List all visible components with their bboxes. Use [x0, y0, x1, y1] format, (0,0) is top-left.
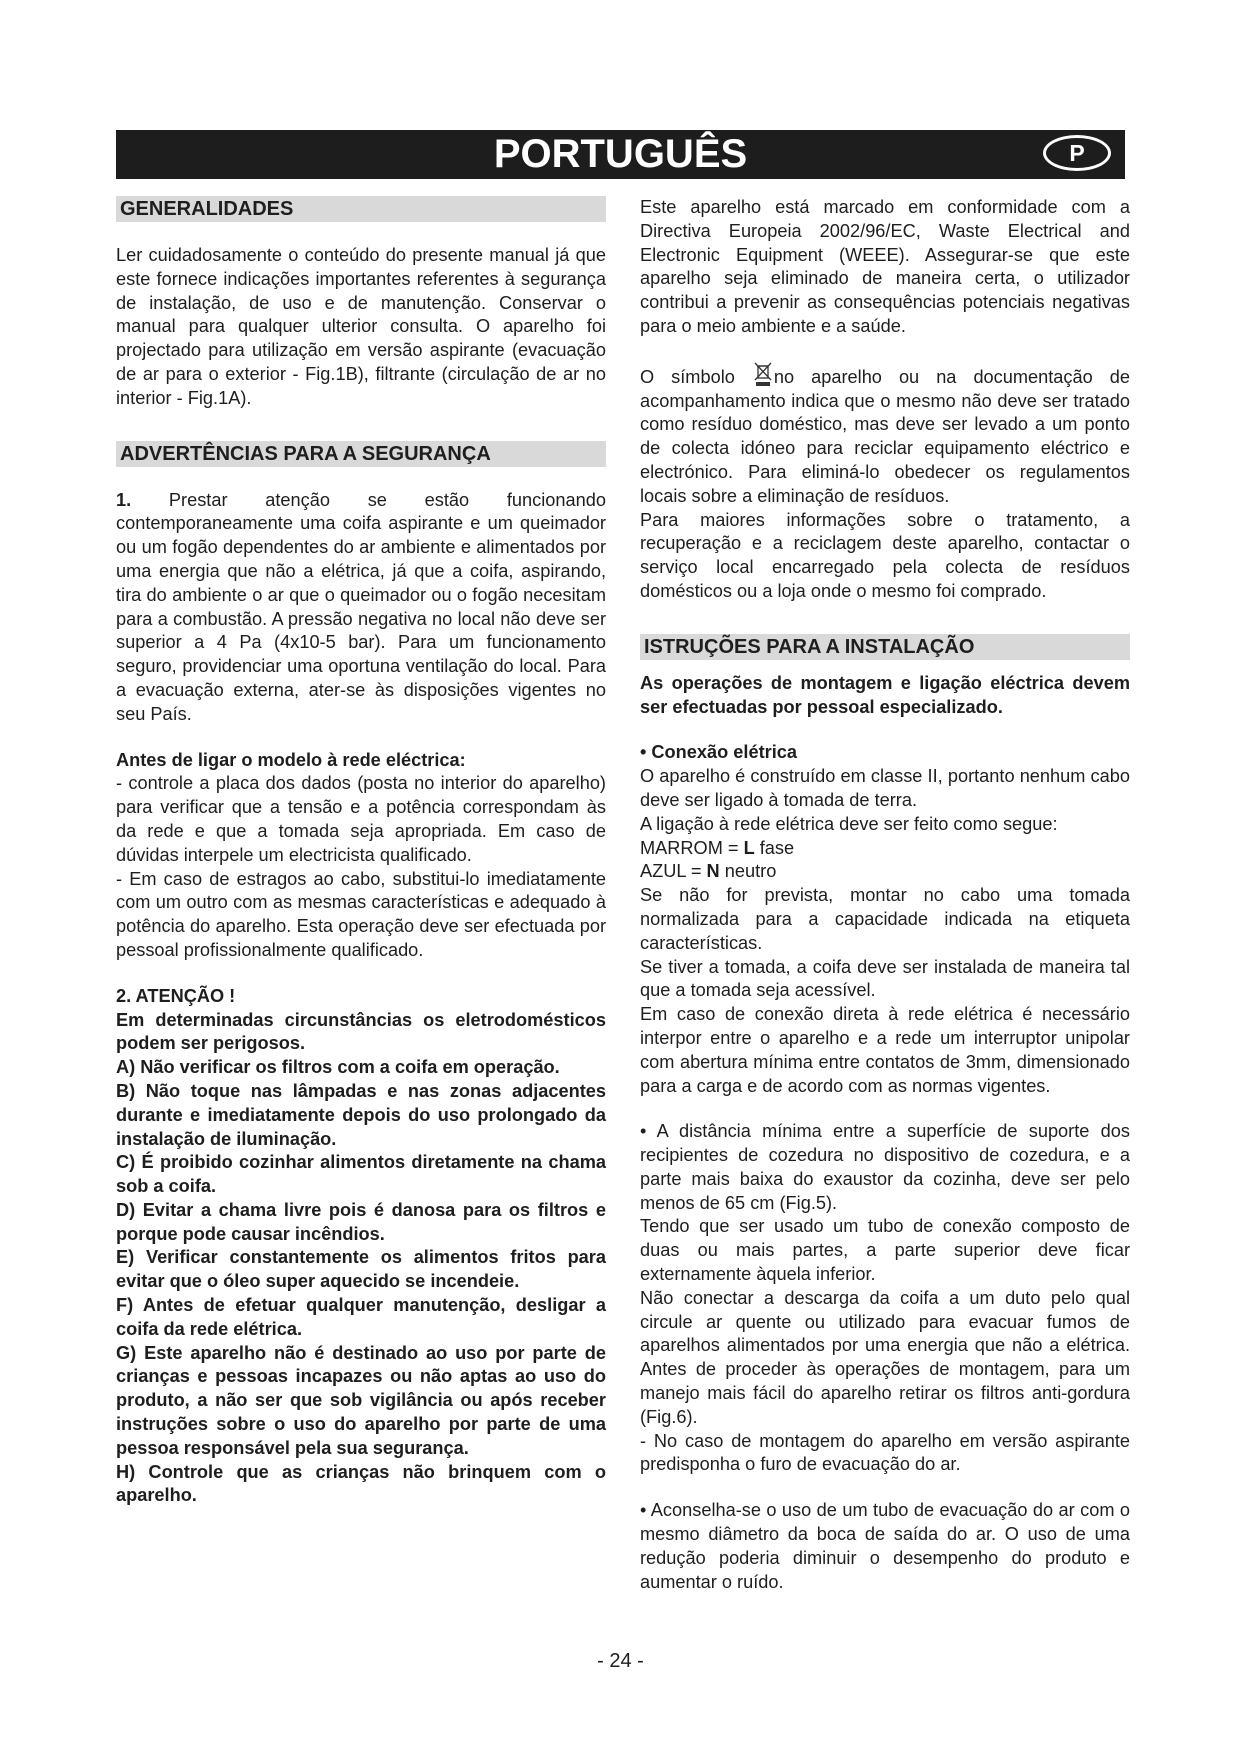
warning-item: F) Antes de efetuar qualquer manutenção, desligar a coifa da rede elétrica. — [116, 1295, 606, 1339]
azul-suffix: neutro — [719, 861, 777, 882]
conexao-p1: O aparelho é construído em classe II, portanto nenhum cabo deve ser ligado à tomada de terra. — [640, 766, 1130, 810]
atencao-heading: 2. ATENÇÃO ! — [116, 985, 236, 1006]
marrom-label: MARROM = — [640, 837, 744, 858]
warning-item: D) Evitar a chama livre pois é danosa para os filtros e porque pode causar incêndios. — [116, 1199, 606, 1244]
conexao-p5: Em caso de conexão direta à rede elétrica é necessário interpor entre o aparelho e a rede um interruptor unipolar com abertura mínima entre contatos de 3mm, dimensionado para a carga e de acordo com as normas vigentes. — [640, 1004, 1130, 1096]
warning-item: E) Verificar constantemente os alimentos fritos para evitar que o óleo super aquecido se incendeie. — [116, 1247, 606, 1292]
weee-symbol-text — [640, 361, 1130, 509]
atencao-intro: Em determinadas circunstâncias os eletrodomésticos podem ser perigosos. — [116, 1009, 606, 1054]
maiores-text: Para maiores informações sobre o tratamento, a recuperação e a reciclagem deste aparelho, contactar o serviço local encarregado pela colecta de resíduos domésticos ou a loja onde o mesmo foi comprado. — [640, 509, 1130, 601]
generalidades-text: Ler cuidadosamente o conteúdo do presente manual já que este fornece indicações importantes referentes à segurança de instalação, de uso e de manutenção. Conservar o manual para qualquer ulterior consulta. O aparelho foi projectado para utilização em versão aspirante (evacuação de ar para o exterior - Fig.1B), filtrante (circulação de ar no interior - Fig.1A). — [116, 245, 606, 408]
antes-item-1: - controle a placa dos dados (posta no interior do aparelho) para verificar que a tensão e a potência correspondam às da rede e que a tomada seja apropriada. Em caso de dúvidas interpele um electricista qualificado. — [116, 773, 606, 865]
azul-letter: N — [706, 861, 720, 882]
language-banner — [116, 130, 1125, 179]
marrom-line — [640, 837, 1130, 861]
point-text: Prestar atenção se estão funcionando contemporaneamente uma coifa aspirante e um queimador ou um fogão dependentes do ar ambiente e alimentados por uma energia que não a elétrica, já que a coifa, aspirando, tira do ambiente o ar que o queimador ou o fogão necesitam para a combustão. A pressão negativa no local não deve ser superior a 4 Pa (4x10-5 bar). Para um funcionamento seguro, providenciar uma oportuna ventilação do local. Para a evacuação externa, ater-se às disposições vigentes no seu País. — [116, 489, 606, 724]
marrom-suffix: fase — [754, 837, 795, 858]
language-title: PORTUGUÊS — [493, 132, 748, 176]
warning-item: H) Controle que as crianças não brinquem com o aparelho. — [116, 1461, 606, 1506]
conexao-heading: • Conexão elétrica — [640, 742, 797, 763]
antes-item-2: - Em caso de estragos ao cabo, substitui-lo imediatamente com um outro com as mesmas características e adequado à potência do aparelho. Esta operação deve ser efectuada por pessoal profissionalmente qualificado. — [116, 868, 606, 960]
warning-item: G) Este aparelho não é destinado ao uso por parte de crianças e pessoas incapazes ou não aptas ao uso do produto, a não ser que sob vigilância ou após receber instruções sobre o uso do aparelho por parte de uma pessoa responsável pela sua segurança. — [116, 1342, 606, 1458]
left-column — [116, 196, 606, 1508]
distancia-p3: Não conectar a descarga da coifa a um duto pelo qual circule ar quente ou utilizado para evacuar fumos de aparelhos alimentados por uma energia que não a elétrica. Antes de proceder às operações de montagem, para um manejo mais fácil do aparelho retirar os filtros anti-gordura (Fig.6). — [640, 1287, 1130, 1427]
azul-label: AZUL = — [640, 861, 707, 882]
symbol-pre: O símbolo — [640, 366, 735, 387]
distancia-p4: - No caso de montagem do aparelho em versão aspirante predisponha o furo de evacuação do ar. — [640, 1430, 1130, 1475]
conexao-p3: Se não for prevista, montar no cabo uma tomada normalizada para a capacidade indicada na etiqueta características. — [640, 885, 1130, 953]
symbol-post: no aparelho ou na documentação de acompanhamento indica que o mesmo não deve ser tratado como resíduo doméstico, mas deve ser levado a um ponto de colecta idóneo para reciclar equipamento eléctrico e electrónico. Para eliminá-lo obedecer os regulamentos locais sobre a eliminação de resíduos. — [640, 366, 1130, 506]
tubo-text: • Aconselha-se o uso de um tubo de evacuação do ar com o mesmo diâmetro da boca de saída do ar. O uso de uma redução poderia diminuir o desempenho do produto e aumentar o ruído. — [640, 1500, 1130, 1592]
distancia-p2: Tendo que ser usado um tubo de conexão composto de duas ou mais partes, a parte superior deve ficar externamente àquela inferior. — [640, 1216, 1130, 1285]
section-heading-instalacao: ISTRUÇÕES PARA A INSTALAÇÃO — [640, 634, 1130, 660]
antes-heading: Antes de ligar o modelo à rede eléctrica: — [116, 749, 466, 770]
conexao-p2: A ligação à rede elétrica deve ser feito como segue: — [640, 813, 1058, 834]
distancia-p1: • A distância mínima entre a superfície de suporte dos recipientes de cozedura no dispositivo de cozedura, e a parte mais baixa do exaustor da cozinha, deve ser pelo menos de 65 cm (Fig.5). — [640, 1121, 1130, 1213]
warning-item: B) Não toque nas lâmpadas e nas zonas adjacentes durante e imediatamente depois do uso prolongado da instalação de iluminação. — [116, 1080, 606, 1149]
weee-text: Este aparelho está marcado em conformidade com a Directiva Europeia 2002/96/EC, Waste Electrical and Electronic Equipment (WEEE). Assegurar-se que este aparelho seja eliminado de maneira certa, o utilizador contribui a prevenir as consequências potenciais negativas para o meio ambiente e a saúde. — [640, 197, 1130, 336]
right-column — [640, 196, 1130, 1594]
page-number: - 24 - — [597, 1650, 644, 1672]
conexao-p4: Se tiver a tomada, a coifa deve ser instalada de maneira tal que a tomada seja acessível. — [640, 956, 1130, 1001]
azul-line — [640, 860, 1130, 884]
instalacao-bold: As operações de montagem e ligação eléctrica devem ser efectuadas por pessoal especializado. — [640, 672, 1130, 717]
warning-item: A) Não verificar os filtros com a coifa em operação. — [116, 1057, 560, 1078]
warning-item: C) É proibido cozinhar alimentos diretamente na chama sob a coifa. — [116, 1152, 606, 1197]
point-number: 1. — [116, 489, 132, 510]
section-heading-seguranca: ADVERTÊNCIAS PARA A SEGURANÇA — [116, 441, 606, 467]
crossed-bin-icon — [753, 361, 773, 387]
section-heading-generalidades: GENERALIDADES — [116, 196, 606, 222]
language-badge: P — [1043, 135, 1111, 171]
safety-point-1 — [116, 489, 606, 727]
marrom-letter: L — [743, 837, 755, 858]
